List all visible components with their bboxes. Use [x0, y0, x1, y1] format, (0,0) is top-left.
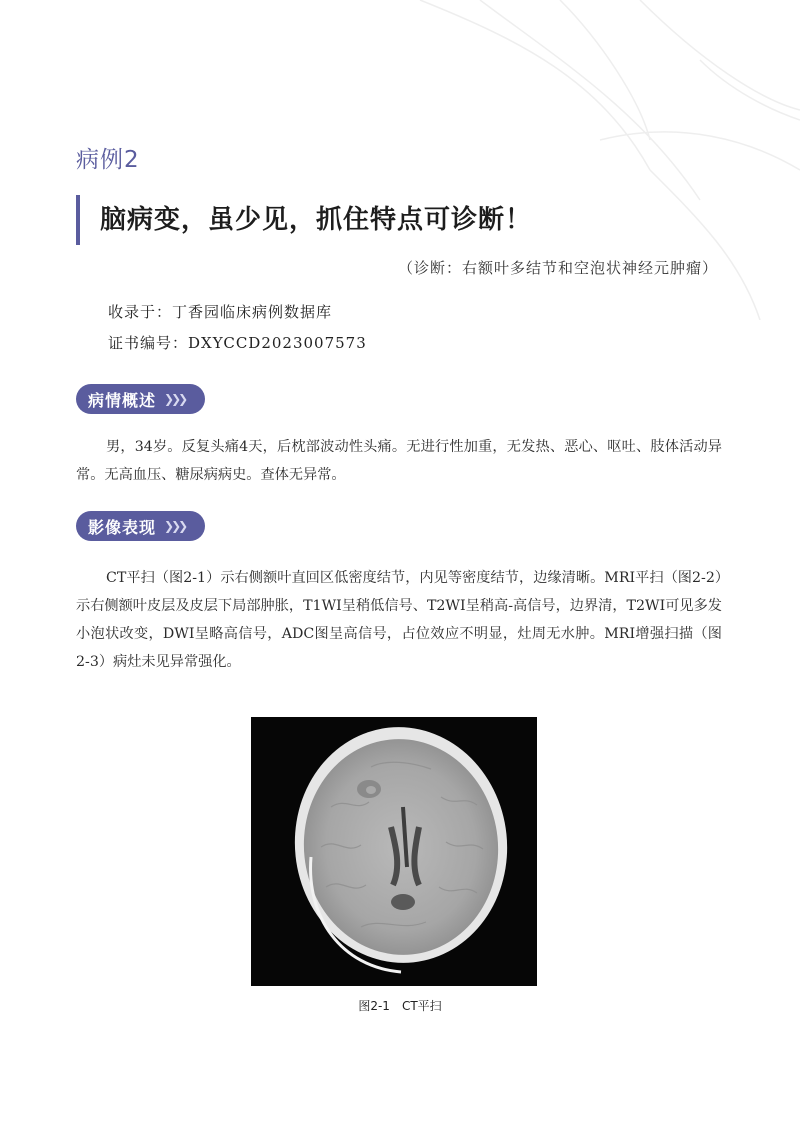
page-title: 脑病变，虽少见，抓住特点可诊断！ — [100, 205, 533, 235]
figure-caption: 图2-1 CT平扫 — [358, 999, 442, 1013]
section-heading-label: 影像表现 — [88, 517, 157, 537]
certificate-line: 证书编号：DXYCCD2023007573 — [108, 334, 367, 352]
case-number: 病例2 — [76, 147, 140, 173]
section-heading-imaging — [76, 511, 205, 541]
overview-paragraph: 男，34岁。反复头痛4天，后枕部波动性头痛。无进行性加重，无发热、恶心、呕吐、肢体活动异常。无高血压、糖尿病病史。查体无异常。 — [76, 439, 722, 483]
ct-scan-figure — [251, 717, 537, 986]
section-heading-label: 病情概述 — [88, 390, 157, 410]
chevrons-icon: ❯❯❯ — [164, 392, 186, 406]
section-heading-overview — [76, 384, 205, 414]
imaging-paragraph: CT平扫（图2-1）示右侧额叶直回区低密度结节，内见等密度结节，边缘清晰。MRI平扫（图2-2）示右侧额叶皮层及皮层下局部肿胀，T1WI呈稍低信号、T2WI呈稍高-高信号，边界清，T2WI可见多发小泡状改变，DWI呈略高信号，ADC图呈高信号，占位效应不明显，灶周无水肿。MRI增强扫描（图2-3）病灶未见异常强化。 — [76, 570, 722, 670]
source-line: 收录于：丁香园临床病例数据库 — [108, 303, 333, 321]
title-accent-bar — [76, 195, 80, 245]
chevrons-icon: ❯❯❯ — [164, 519, 186, 533]
diagnosis-note: （诊断：右额叶多结节和空泡状神经元肿瘤） — [397, 259, 718, 277]
ct-scan-image — [251, 717, 537, 986]
